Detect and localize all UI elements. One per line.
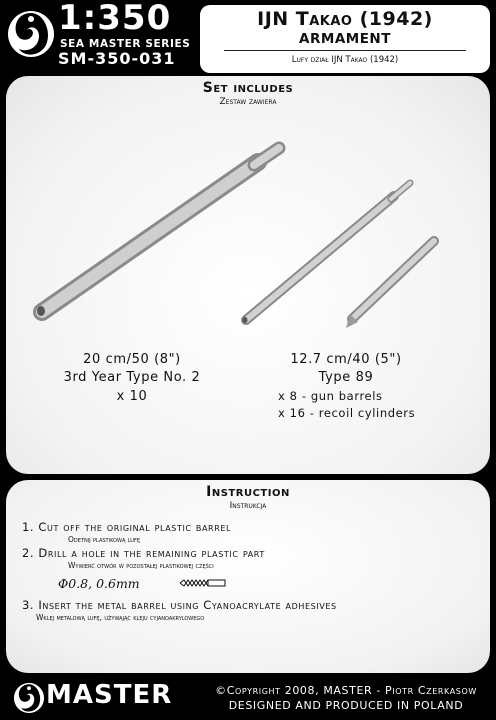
series-label: SEA MASTER SERIES: [60, 38, 191, 50]
barrel-127mm-qty: x 8 - gun barrels: [278, 389, 383, 403]
barrel-20cm-qty: x 10: [116, 389, 148, 404]
divider: [224, 50, 466, 51]
copyright-block: [196, 683, 496, 713]
polish-subtitle: Lufy dział IJN Takao (1942): [291, 55, 399, 65]
barrel-20cm-icon: [37, 148, 279, 316]
copyright-text: ©Copyright 2008, MASTER - Piotr Czerkasow: [215, 684, 477, 697]
barrel-20cm-type: 3rd Year Type No. 2: [63, 370, 201, 385]
instruction-panel: [6, 480, 490, 673]
master-logo-icon: [6, 5, 56, 63]
recoil-cylinder-qty: x 16 - recoil cylinders: [278, 406, 416, 420]
step-2-polish: Wywierć otwór w pozostałej plastikowej części: [68, 561, 214, 570]
master-logo-small-icon: [12, 679, 46, 717]
instruction-title: Instruction: [206, 484, 290, 500]
step-2: 2. Drill a hole in the remaining plastic part: [22, 546, 265, 560]
barrel-127mm-caliber: 12.7 cm/40 (5"): [290, 352, 402, 367]
set-subtitle: Zestaw zawiera: [219, 97, 277, 107]
title-box: [200, 5, 490, 73]
recoil-cylinder-icon: [346, 241, 434, 328]
brand-name: MASTER: [46, 680, 173, 710]
scale-label: 1:350: [58, 0, 172, 38]
step-1: 1. Cut off the original plastic barrel: [22, 520, 232, 534]
instruction-subtitle: Instrukcja: [229, 501, 267, 511]
set-title: Set includes: [202, 80, 294, 96]
ship-title: IJN Takao (1942): [257, 8, 433, 30]
step-1-polish: Odetnij plastikową lufę: [68, 535, 140, 544]
drill-bit-icon: [178, 576, 226, 590]
barrel-127mm-type: Type 89: [318, 370, 374, 385]
product-code: SM-350-031: [58, 49, 176, 68]
parts-illustration: [6, 76, 490, 474]
step-3: 3. Insert the metal barrel using Cyanoacrylate adhesives: [22, 598, 337, 612]
barrel-127mm-icon: [243, 183, 411, 323]
armament-title: ARMAMENT: [299, 31, 391, 47]
set-includes-panel: [6, 76, 490, 474]
drill-size: Φ0.8, 0.6mm: [58, 576, 140, 591]
step-3-polish: Wklej metalową lufę, używając kleju cyjanoakrylowego: [36, 613, 205, 622]
made-in-text: DESIGNED AND PRODUCED IN POLAND: [228, 699, 464, 712]
barrel-20cm-caliber: 20 cm/50 (8"): [83, 352, 181, 367]
